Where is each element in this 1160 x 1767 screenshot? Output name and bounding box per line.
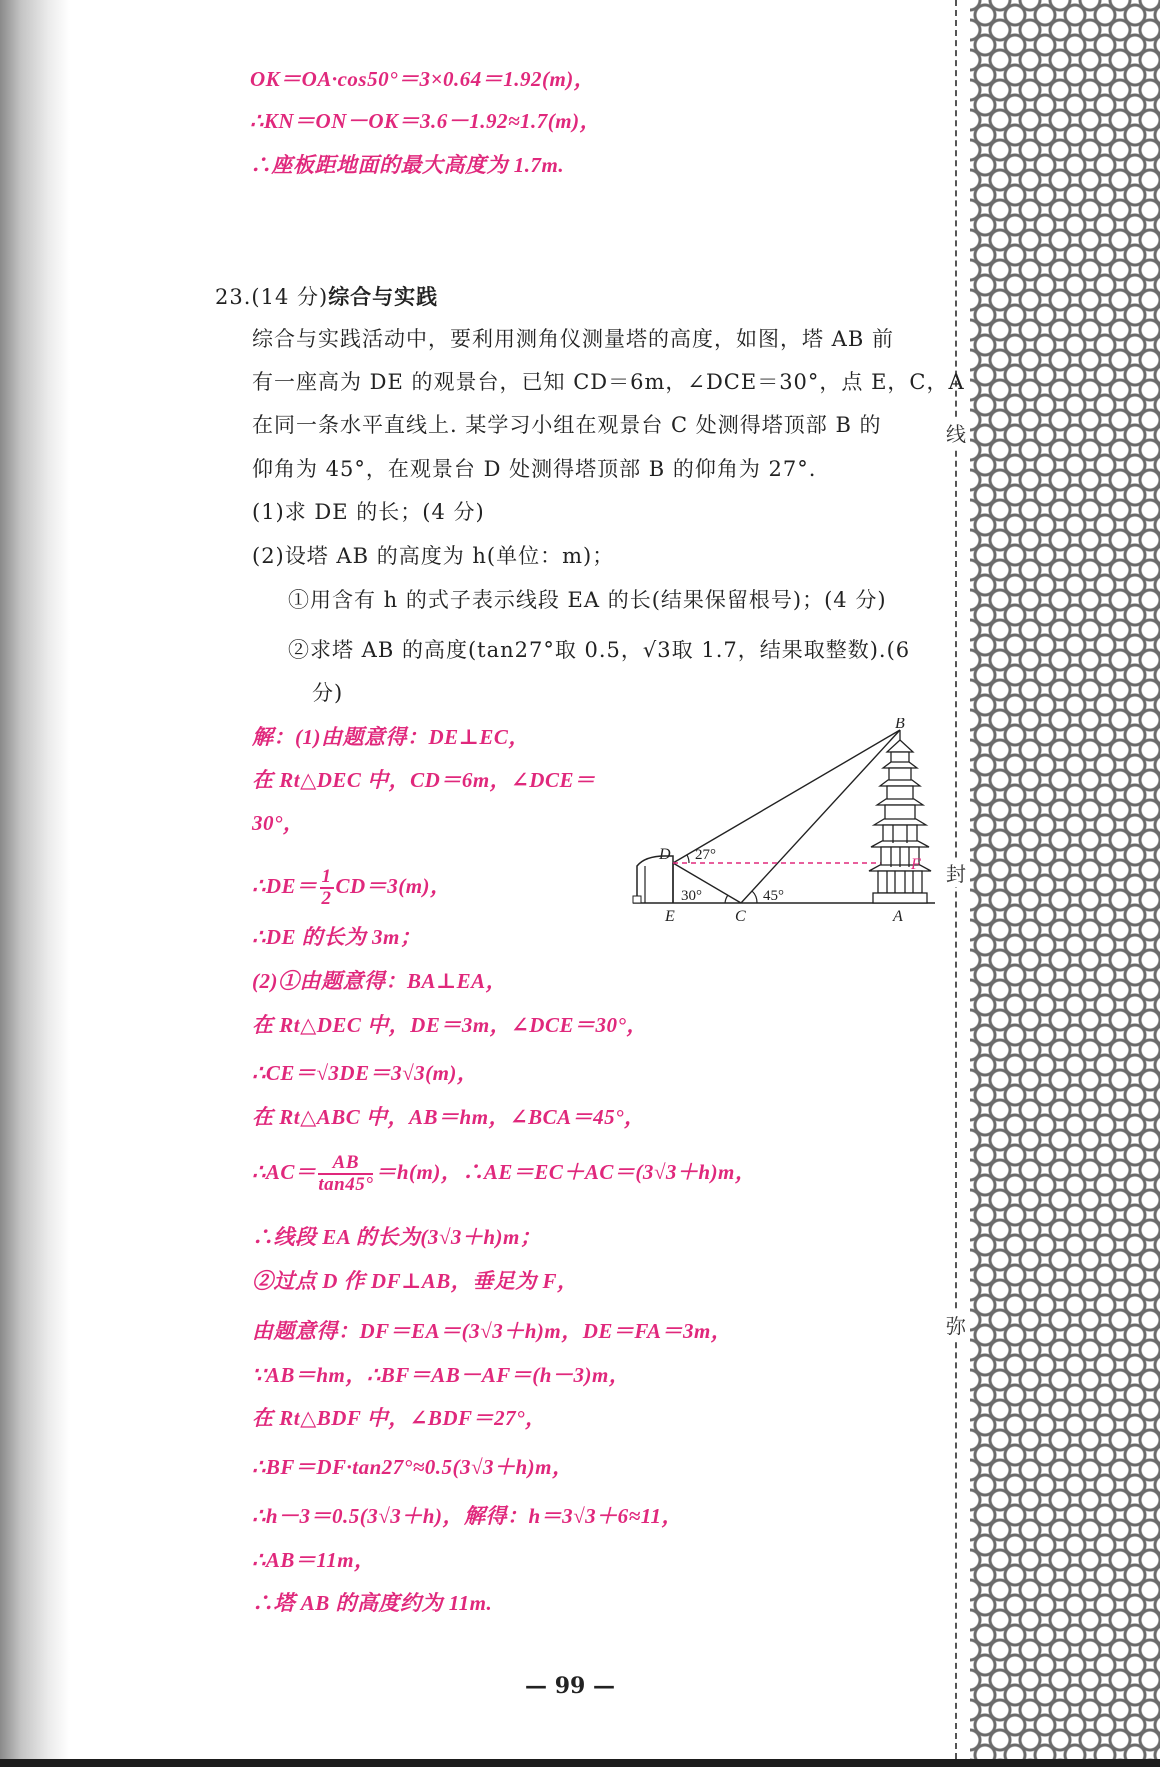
solution-line: ∴座板距地面的最大高度为 1.7m. bbox=[250, 153, 565, 177]
label-D: D bbox=[659, 846, 671, 863]
angle-arc-45 bbox=[752, 891, 757, 903]
solution-line: 在 Rt△DEC 中，DE＝3m，∠DCE＝30°， bbox=[252, 1013, 648, 1037]
label-B: B bbox=[895, 718, 905, 732]
solution-line: 解：(1)由题意得：DE⊥EC， bbox=[252, 725, 530, 749]
question-part-2-2: ②求塔 AB 的高度(tan27°取 0.5，√3取 1.7，结果取整数).(6 bbox=[288, 638, 911, 662]
solution-line: 在 Rt△DEC 中，CD＝6m，∠DCE＝ bbox=[252, 768, 596, 792]
question-number: 23.(14 分) bbox=[215, 285, 329, 309]
label-F: F bbox=[911, 856, 921, 873]
solution-line: (2)①由题意得：BA⊥EA， bbox=[252, 969, 508, 993]
solution-line: ∴KN＝ON－OK＝3.6－1.92≈1.7(m)， bbox=[250, 109, 602, 133]
solution-line: 由题意得：DF＝EA＝(3√3＋h)m，DE＝FA＝3m， bbox=[252, 1319, 733, 1343]
question-text: 综合与实践活动中，要利用测角仪测量塔的高度，如图，塔 AB 前 bbox=[252, 327, 894, 351]
angle-arc-30 bbox=[725, 895, 728, 903]
solution-line: ∵AB＝hm，∴BF＝AB－AF＝(h－3)m， bbox=[252, 1363, 631, 1387]
angle-label-30: 30° bbox=[681, 888, 702, 904]
solution-line-fraction: ∴AC＝ $\frac{AB}{\tan 45^\circ}$ ＝h(m)，∴AE＝EC＋AC＝(3√3＋h)m， bbox=[252, 1152, 757, 1196]
question-text: 有一座高为 DE 的观景台，已知 CD＝6m，∠DCE＝30°，点 E，C，A bbox=[252, 370, 965, 394]
page-shadow bbox=[0, 0, 70, 1767]
solution-line: ∴DE 的长为 3m； bbox=[252, 925, 422, 949]
solution-line: ∴CE＝√3DE＝3√3(m)， bbox=[252, 1061, 479, 1085]
angle-arc-27 bbox=[687, 855, 689, 863]
solution-line: ②过点 D 作 DF⊥AB，垂足为 F， bbox=[252, 1269, 579, 1293]
question-text: 仰角为 45°，在观景台 D 处测得塔顶部 B 的仰角为 27°. bbox=[252, 457, 817, 481]
question-part-2: (2)设塔 AB 的高度为 h(单位：m)； bbox=[252, 544, 615, 568]
pagoda bbox=[869, 730, 931, 903]
label-A: A bbox=[893, 908, 903, 925]
fraction: $\frac{1}{2}$ bbox=[321, 866, 332, 910]
binding-char-xian: 线 bbox=[942, 418, 970, 447]
binding-pattern bbox=[970, 0, 1160, 1759]
solution-line: ∴BF＝DF·tan27°≈0.5(3√3＋h)m， bbox=[252, 1455, 574, 1479]
segment-DB bbox=[673, 730, 900, 863]
question-part-2-1: ①用含有 h 的式子表示线段 EA 的长(结果保留根号)；(4 分) bbox=[288, 588, 887, 612]
bottom-bar bbox=[0, 1759, 1160, 1767]
solution-line: 30°， bbox=[252, 811, 305, 835]
question-header bbox=[215, 282, 438, 312]
angle-label-27: 27° bbox=[695, 847, 716, 863]
solution-line: OK＝OA·cos50°＝3×0.64＝1.92(m)， bbox=[250, 67, 596, 91]
label-C: C bbox=[735, 908, 746, 925]
solution-line-fraction: ∴DE＝ $\frac{1}{2}$ CD＝3(m)， bbox=[252, 866, 452, 910]
solution-line: ∴AB＝11m， bbox=[252, 1548, 376, 1572]
question-part-2-2-cont: 分) bbox=[312, 681, 344, 705]
solution-line: 在 Rt△ABC 中，AB＝hm，∠BCA＝45°， bbox=[252, 1105, 646, 1129]
solution-line: ∴h－3＝0.5(3√3＋h)，解得：h＝3√3＋6≈11， bbox=[252, 1504, 684, 1528]
binding-char-mi: 弥 bbox=[942, 1310, 970, 1339]
fraction: $\frac{AB}{\tan 45^\circ}$ bbox=[318, 1152, 374, 1196]
question-title: 综合与实践 bbox=[328, 284, 439, 309]
angle-label-45: 45° bbox=[763, 888, 784, 904]
question-text: 在同一条水平直线上. 某学习小组在观景台 C 处测得塔顶部 B 的 bbox=[252, 413, 882, 437]
solution-line: ∴塔 AB 的高度约为 11m. bbox=[252, 1591, 493, 1615]
binding-char-feng: 封 bbox=[942, 858, 970, 887]
geometry-figure bbox=[625, 718, 945, 928]
segment-CB bbox=[741, 730, 900, 903]
question-part-1: (1)求 DE 的长；(4 分) bbox=[252, 500, 485, 524]
solution-line: ∴线段 EA 的长为(3√3＋h)m； bbox=[252, 1225, 542, 1249]
platform bbox=[637, 856, 673, 903]
page-number: — 99 — bbox=[525, 1673, 615, 1699]
solution-line: 在 Rt△BDF 中，∠BDF＝27°， bbox=[252, 1406, 547, 1430]
label-E: E bbox=[665, 908, 675, 925]
